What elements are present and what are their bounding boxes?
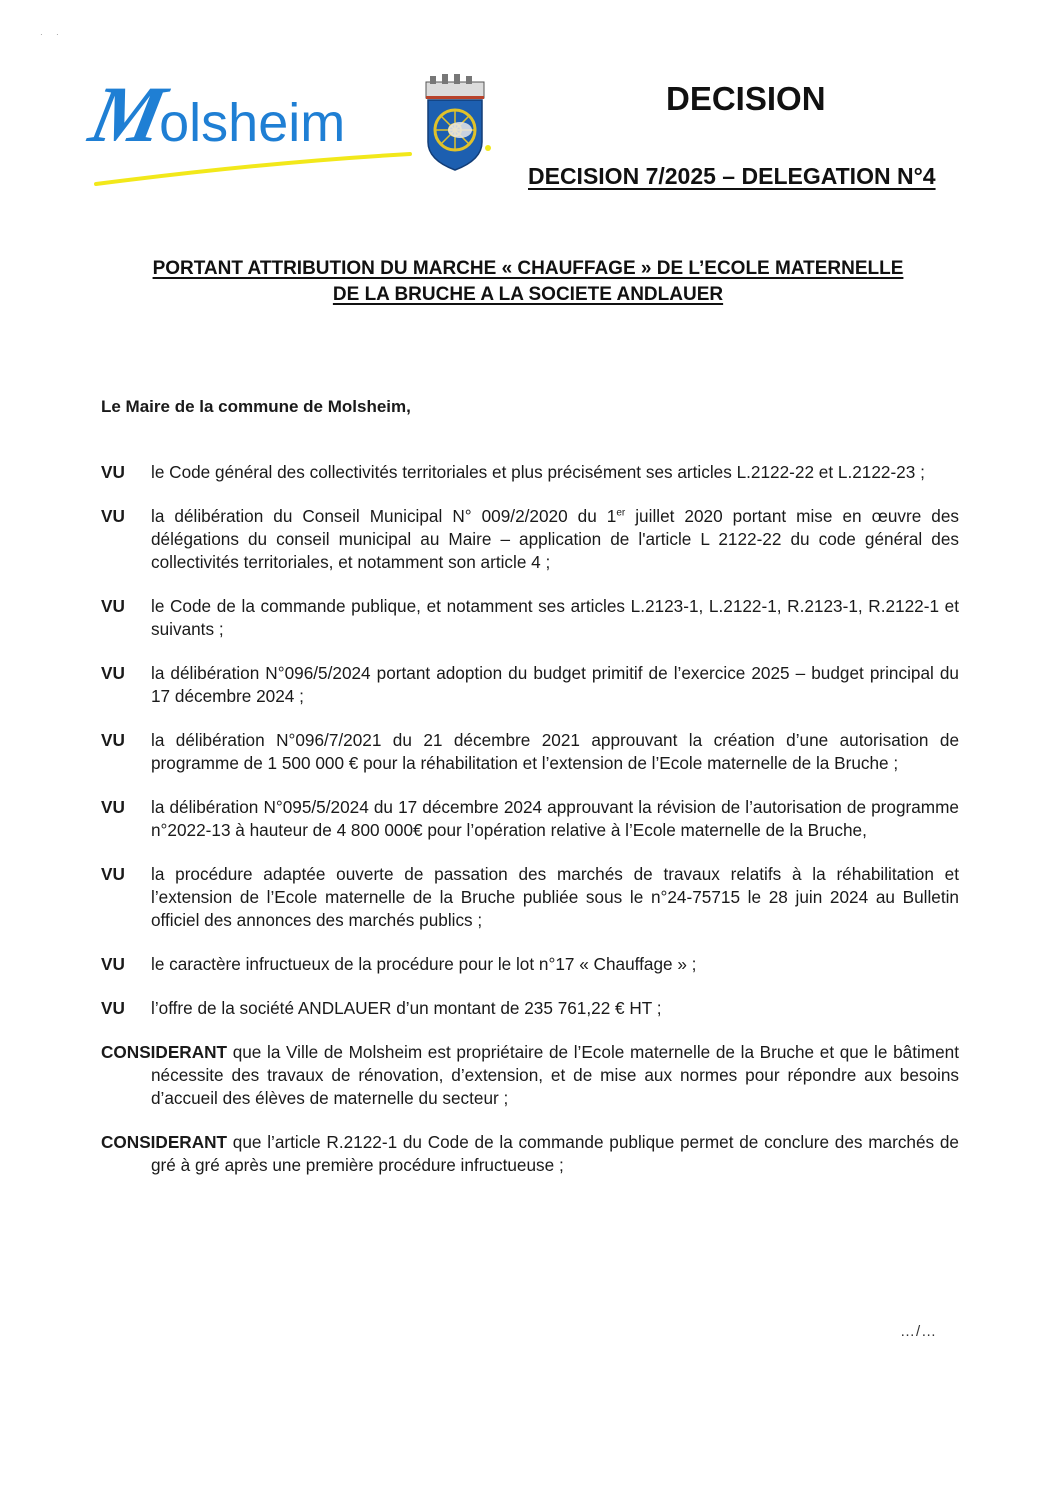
vu-text: le caractère infructueux de la procédure pour le lot n°17 « Chauffage » ; [151, 954, 697, 974]
scan-specks: · · [40, 30, 59, 39]
page-continuation-mark: …/… [900, 1323, 938, 1340]
vu-keyword: VU [101, 596, 125, 616]
vu-text: la délibération N°096/7/2021 du 21 décembre 2021 approuvant la création d’une autorisation de programme de 1 500 000 € pour la réhabilitation et l’extension de l’Ecole maternelle de la Bruche ; [151, 730, 959, 773]
considerant-keyword: CONSIDERANT [101, 1132, 228, 1152]
document-title: DECISION [666, 80, 826, 117]
considerant-keyword: CONSIDERANT [101, 1042, 228, 1062]
decision-reference: DECISION 7/2025 – DELEGATION N°4 [528, 163, 936, 189]
vu-clause [101, 662, 959, 708]
vu-clause [101, 953, 959, 976]
considerant-clause [101, 1131, 959, 1177]
intro-statement: Le Maire de la commune de Molsheim, [101, 397, 411, 416]
vu-keyword: VU [101, 730, 125, 750]
vu-keyword: VU [101, 462, 125, 482]
considerant-text: que l’article R.2122-1 du Code de la commande publique permet de conclure des marchés de gré à gré après une première procédure infructueuse ; [151, 1132, 959, 1175]
vu-clause [101, 595, 959, 641]
considerant-text: que la Ville de Molsheim est propriétaire de l’Ecole maternelle de la Bruche et que le bâtiment nécessite des travaux de rénovation, d’extension, et de mise aux normes pour répondre aux besoins d’accueil des élèves de maternelle du secteur ; [151, 1042, 959, 1108]
vu-clause [101, 729, 959, 775]
coat-of-arms-icon [420, 72, 490, 172]
logo-wordmark: Molsheim [82, 71, 346, 159]
vu-clause [101, 863, 959, 932]
vu-text: la délibération N°095/5/2024 du 17 décembre 2024 approuvant la révision de l’autorisation de programme n°2022-13 à hauteur de 4 800 000€ pour l’opération relative à l’Ecole maternelle de la Bruche, [151, 797, 959, 840]
considerant-clause [101, 1041, 959, 1110]
vu-keyword: VU [101, 797, 125, 817]
vu-keyword: VU [101, 998, 125, 1018]
vu-keyword: VU [101, 506, 125, 526]
vu-text: l’offre de la société ANDLAUER d’un montant de 235 761,22 € HT ; [151, 998, 662, 1018]
clauses-list [101, 461, 959, 1198]
vu-text: le Code de la commande publique, et notamment ses articles L.2123-1, L.2122-1, R.2123-1, R.2122-1 et suivants ; [151, 596, 959, 639]
vu-text: la procédure adaptée ouverte de passation des marchés de travaux relatifs à la réhabilitation et l’extension de l’Ecole maternelle de la Bruche publiée sous le n°24-75715 le 28 juin 2024 au Bulletin officiel des annonces des marchés publics ; [151, 864, 959, 930]
vu-text: la délibération N°096/5/2024 portant adoption du budget primitif de l’exercice 2025 – budget principal du 17 décembre 2024 ; [151, 663, 959, 706]
vu-text: le Code général des collectivités territoriales et plus précisément ses articles L.2122-22 et L.2122-23 ; [151, 462, 925, 482]
vu-clause [101, 796, 959, 842]
subject-line-1: PORTANT ATTRIBUTION DU MARCHE « CHAUFFAGE » DE L’ECOLE MATERNELLE [152, 258, 904, 279]
vu-keyword: VU [101, 954, 125, 974]
molsheim-logo [82, 62, 498, 192]
vu-keyword: VU [101, 663, 125, 683]
vu-clause [101, 997, 959, 1020]
vu-clause [101, 505, 959, 574]
decision-subject [96, 256, 960, 308]
vu-keyword: VU [101, 864, 125, 884]
vu-text: la délibération du Conseil Municipal N° 009/2/2020 du 1er juillet 2020 portant mise en œuvre des délégations du conseil municipal au Maire – application de l'article L 2122-22 du code général des collectivités territoriales, et notamment son article 4 ; [151, 506, 959, 572]
vu-clause [101, 461, 959, 484]
subject-line-2: DE LA BRUCHE A LA SOCIETE ANDLAUER [332, 284, 724, 305]
